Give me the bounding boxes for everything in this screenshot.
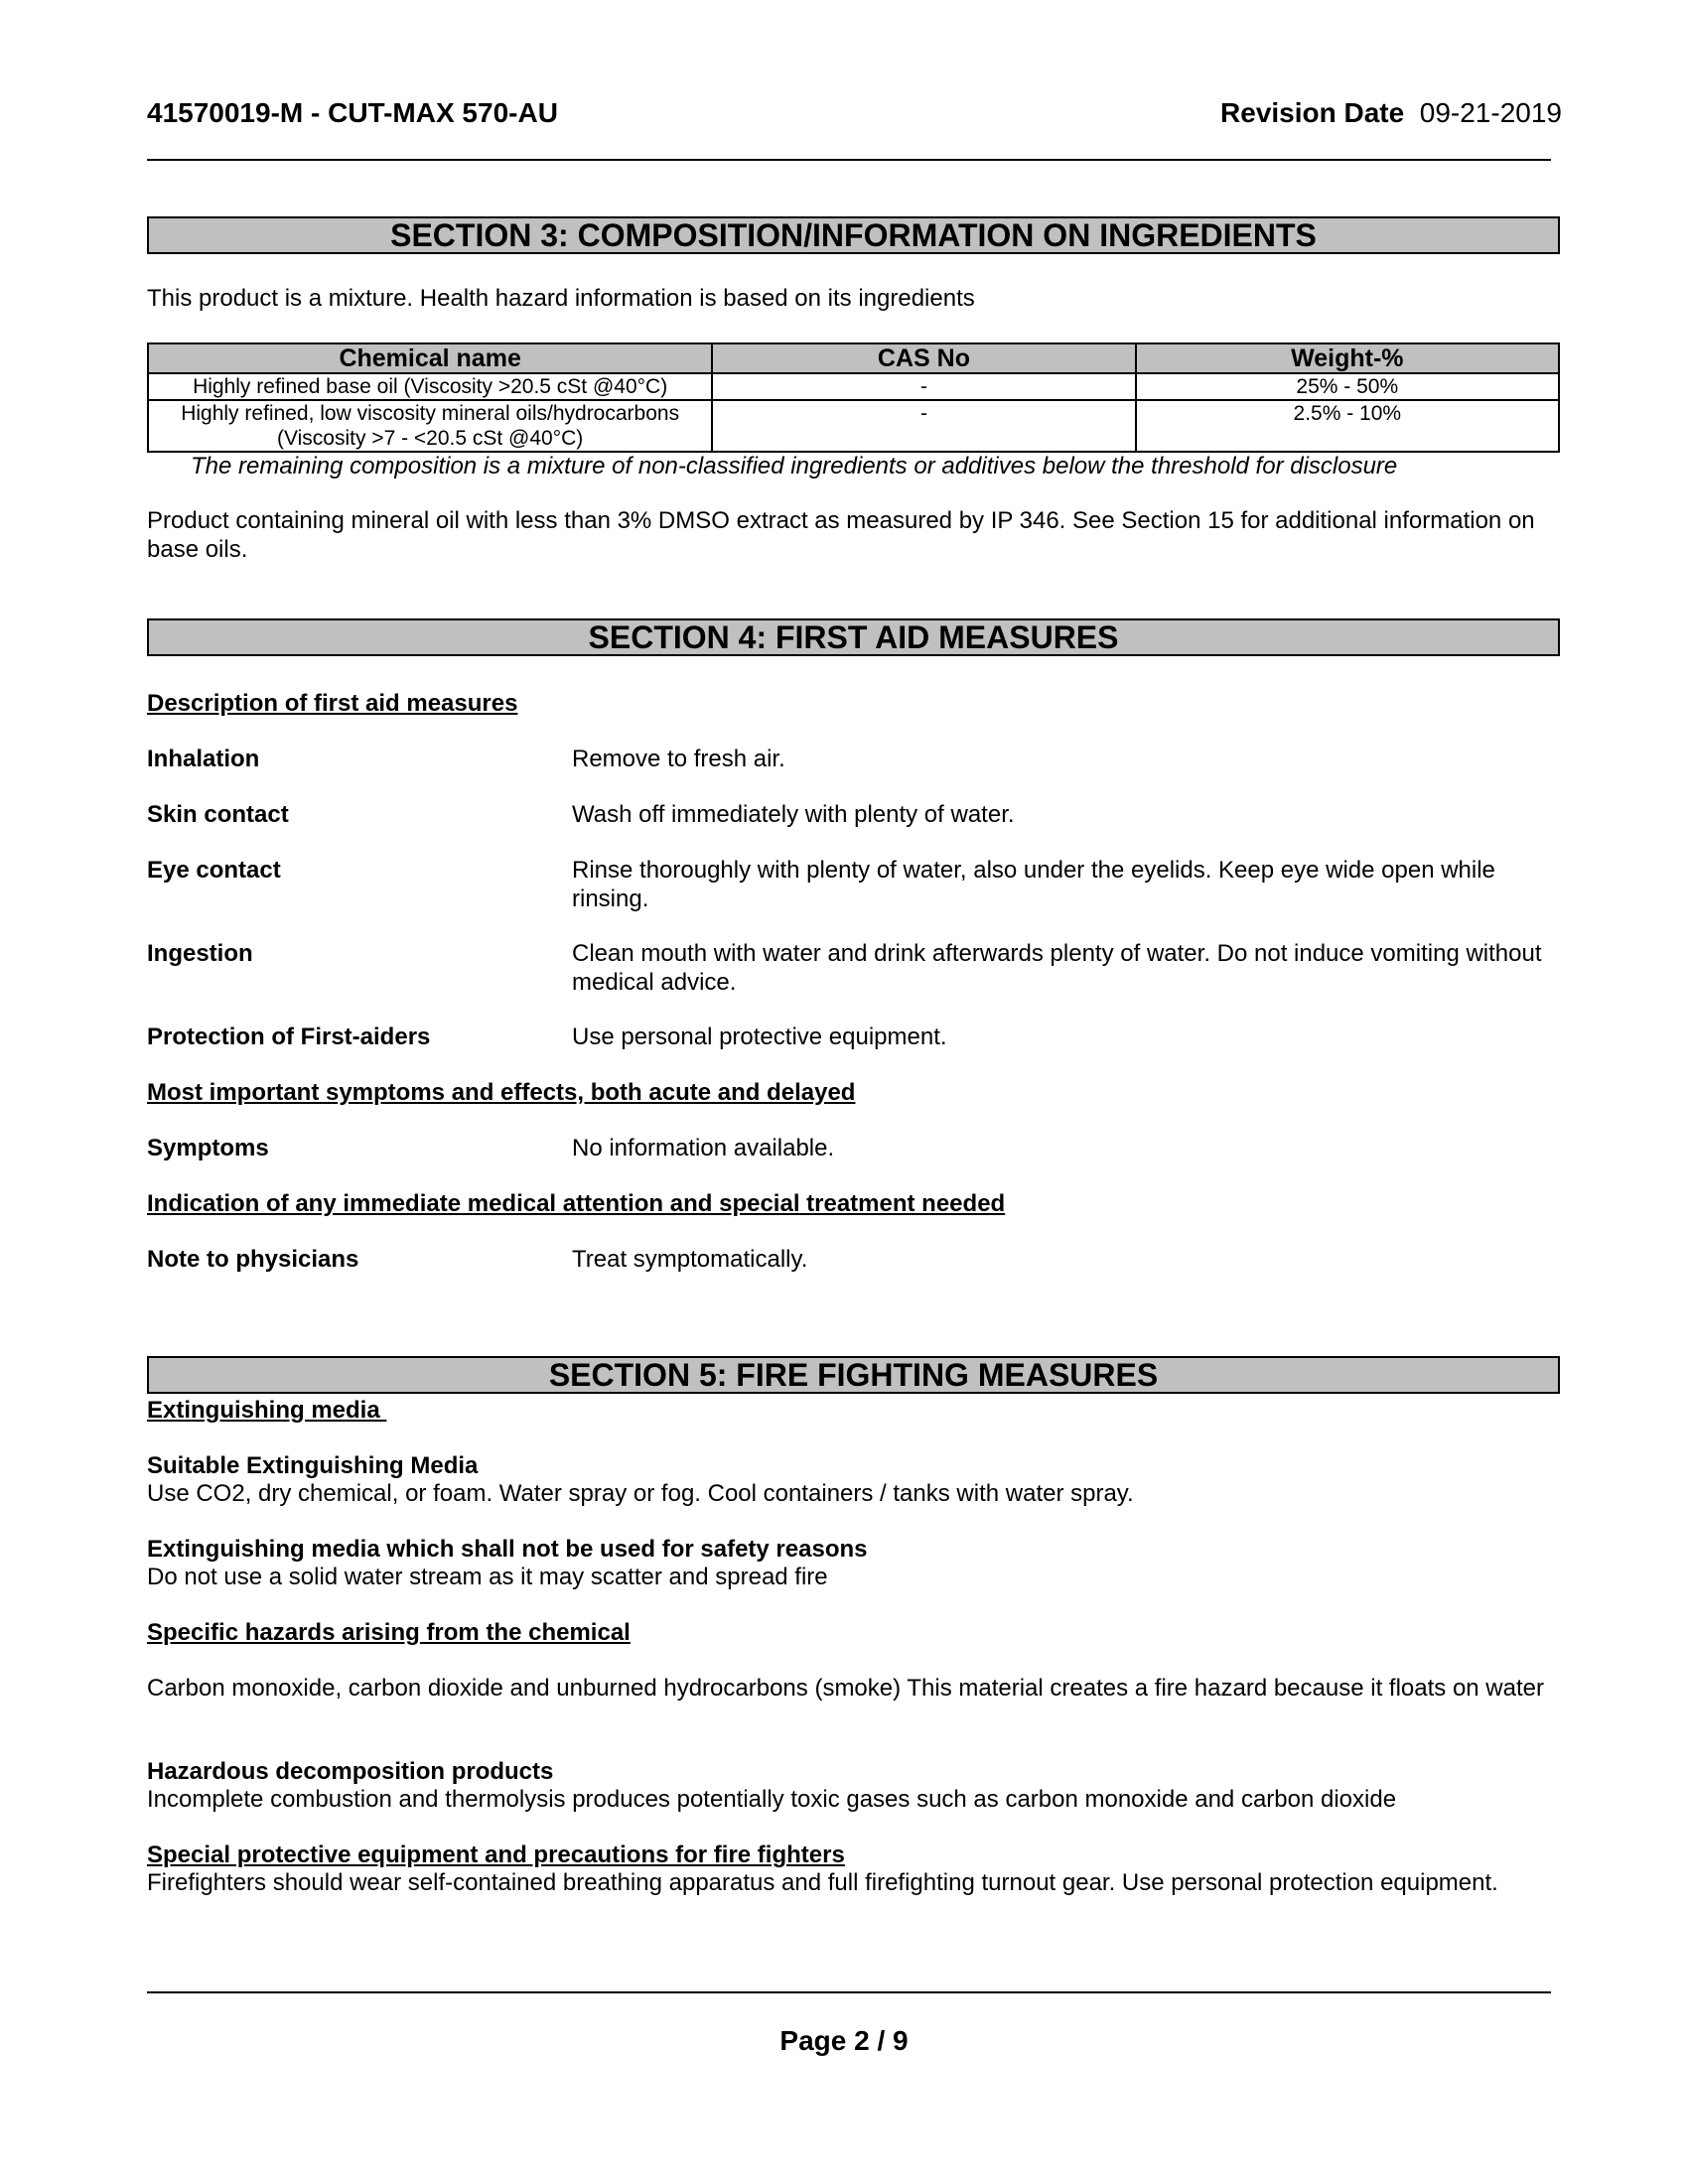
first-aid-description-heading: Description of first aid measures — [147, 690, 518, 717]
ppe-heading: Special protective equipment and precautions for fire fighters — [147, 1842, 845, 1868]
first-aid-value: Wash off immediately with plenty of water. — [572, 801, 1015, 828]
symptoms-heading: Most important symptoms and effects, both acute and delayed — [147, 1079, 856, 1106]
first-aid-label: Inhalation — [147, 746, 260, 772]
header-rule — [147, 159, 1551, 161]
unsuitable-media-label: Extinguishing media which shall not be used for safety reasons — [147, 1536, 868, 1563]
unsuitable-media-text: Do not use a solid water stream as it may scatter and spread fire — [147, 1564, 828, 1590]
table-header-row — [148, 343, 1559, 373]
ppe-text: Firefighters should wear self-contained breathing apparatus and full firefighting turnout gear. Use personal protection equipment. — [147, 1869, 1498, 1896]
revision-date: 09-21-2019 — [1419, 97, 1562, 128]
specific-hazards-text: Carbon monoxide, carbon dioxide and unburned hydrocarbons (smoke) This material creates a fire hazard because it floats on water — [147, 1675, 1544, 1702]
footer-rule — [147, 1991, 1551, 1993]
table-row — [148, 373, 1559, 400]
physicians-value: Treat symptomatically. — [572, 1246, 808, 1273]
revision-label: Revision Date — [1220, 97, 1405, 128]
specific-hazards-heading: Specific hazards arising from the chemical — [147, 1619, 631, 1646]
cell-cas-no: - — [712, 373, 1135, 400]
table-row — [148, 400, 1559, 452]
col-cas-no: CAS No — [712, 343, 1135, 373]
page-header — [147, 97, 1562, 137]
document-id: 41570019-M - CUT-MAX 570-AU — [147, 97, 558, 128]
first-aid-value: Rinse thoroughly with plenty of water, also under the eyelids. Keep eye wide open while rinsing. — [572, 857, 1495, 912]
cell-weight: 2.5% - 10% — [1136, 400, 1559, 452]
first-aid-label: Protection of First-aiders — [147, 1024, 431, 1050]
mineral-oil-note: Product containing mineral oil with less than 3% DMSO extract as measured by IP 346. See Section 15 for additional information on base oils. — [147, 507, 1535, 563]
section-4-title: SECTION 4: FIRST AID MEASURES — [147, 618, 1560, 656]
first-aid-label: Eye contact — [147, 857, 281, 884]
decomposition-label: Hazardous decomposition products — [147, 1758, 554, 1785]
section-3-title: SECTION 3: COMPOSITION/INFORMATION ON INGREDIENTS — [147, 216, 1560, 254]
first-aid-value: Clean mouth with water and drink afterwards plenty of water. Do not induce vomiting without medical advice. — [572, 940, 1542, 996]
cell-weight: 25% - 50% — [1136, 373, 1559, 400]
revision-info — [1220, 97, 1562, 129]
decomposition-text: Incomplete combustion and thermolysis produces potentially toxic gases such as carbon monoxide and carbon dioxide — [147, 1786, 1397, 1813]
symptoms-label: Symptoms — [147, 1135, 269, 1161]
extinguishing-media-heading: Extinguishing media — [147, 1397, 387, 1424]
medical-attention-heading: Indication of any immediate medical attention and special treatment needed — [147, 1190, 1006, 1217]
section-5-title: SECTION 5: FIRE FIGHTING MEASURES — [147, 1356, 1560, 1394]
first-aid-value: Use personal protective equipment. — [572, 1024, 947, 1050]
col-chemical-name: Chemical name — [148, 343, 712, 373]
first-aid-label: Skin contact — [147, 801, 289, 828]
suitable-media-text: Use CO2, dry chemical, or foam. Water spray or fog. Cool containers / tanks with water spray. — [147, 1480, 1134, 1507]
first-aid-value: Remove to fresh air. — [572, 746, 785, 772]
cell-cas-no: - — [712, 400, 1135, 452]
first-aid-label: Ingestion — [147, 940, 253, 967]
symptoms-value: No information available. — [572, 1135, 835, 1161]
remaining-composition-note: The remaining composition is a mixture of non-classified ingredients or additives below the threshold for disclosure — [191, 453, 1398, 479]
cell-chemical-name: Highly refined base oil (Viscosity >20.5 cSt @40°C) — [148, 373, 712, 400]
ingredients-table — [147, 342, 1560, 453]
page-number: Page 2 / 9 — [779, 2025, 909, 2056]
physicians-label: Note to physicians — [147, 1246, 359, 1273]
suitable-media-label: Suitable Extinguishing Media — [147, 1452, 479, 1479]
section-3-intro: This product is a mixture. Health hazard information is based on its ingredients — [147, 285, 975, 312]
cell-chemical-name: Highly refined, low viscosity mineral oils/hydrocarbons (Viscosity >7 - <20.5 cSt @40°C) — [148, 400, 712, 452]
col-weight: Weight-% — [1136, 343, 1559, 373]
